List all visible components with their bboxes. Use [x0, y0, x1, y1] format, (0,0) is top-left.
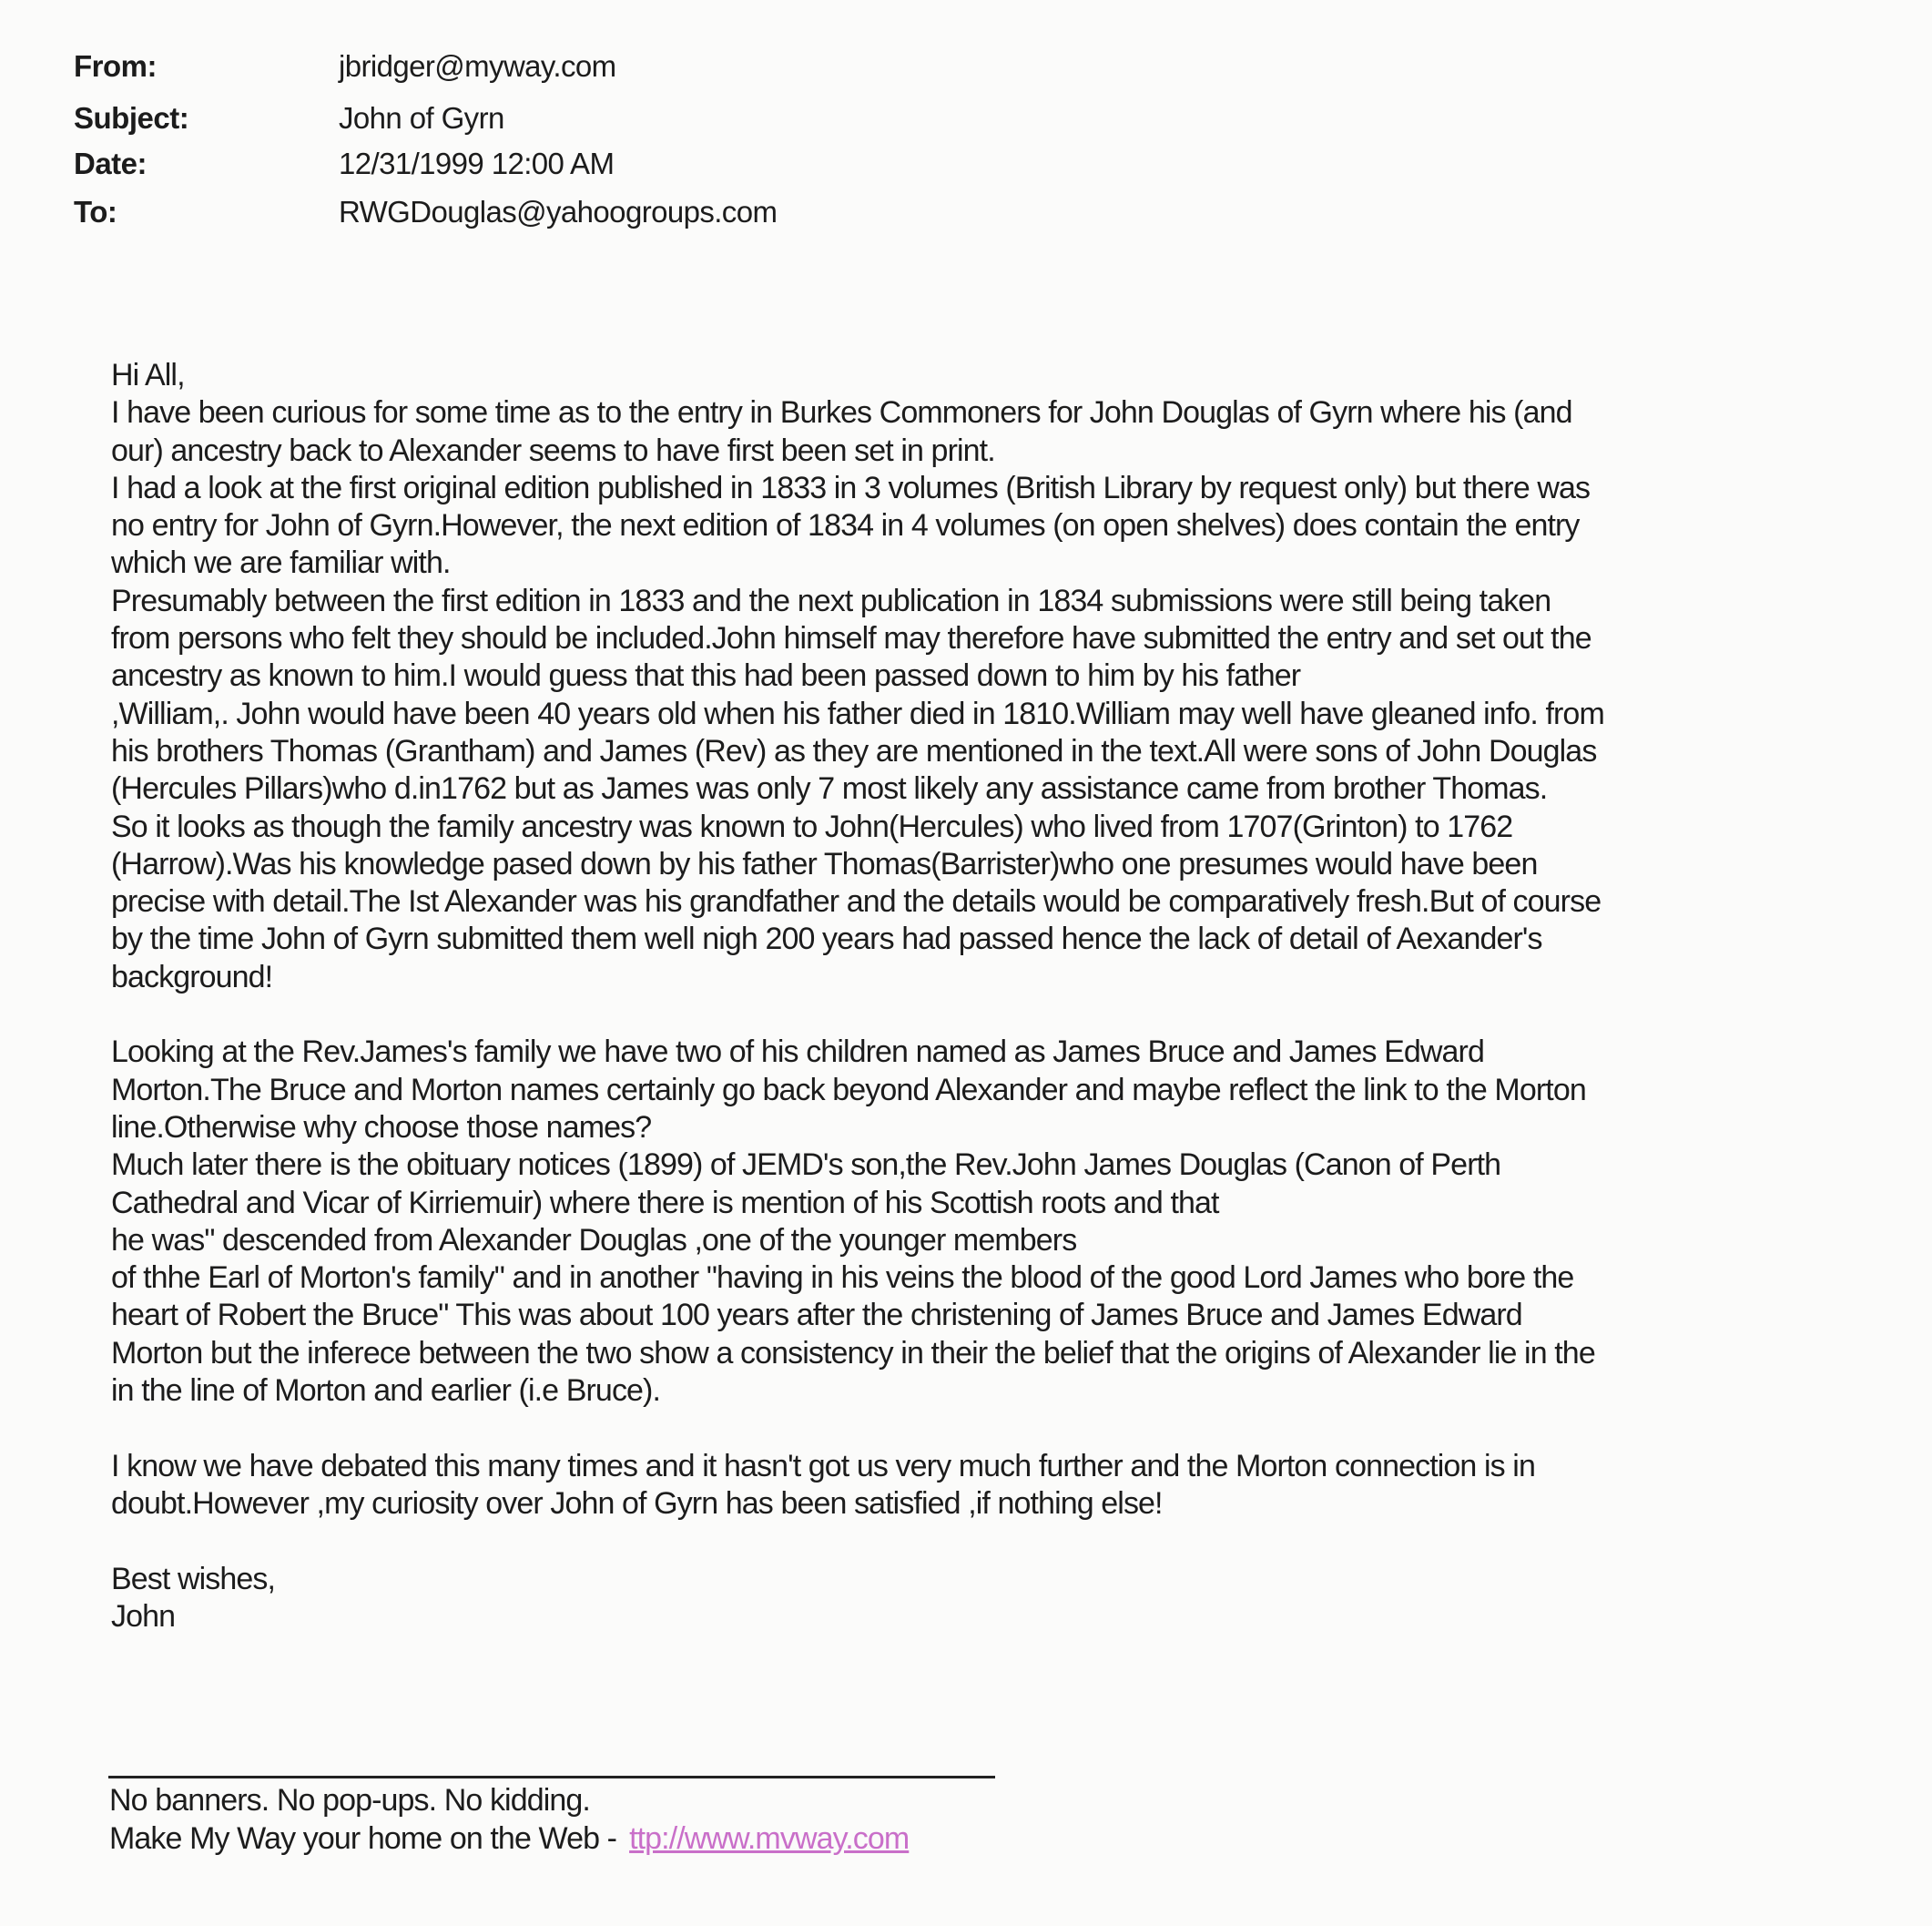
body-line: by the time John of Gyrn submitted them well nigh 200 years had passed hence the lack of detail of Aexander's [111, 922, 1542, 957]
email-body [111, 357, 1896, 1636]
blank-line [111, 1410, 1896, 1447]
from-label: From: [74, 49, 157, 83]
body-line: I had a look at the first original edition published in 1833 in 3 volumes (British Library by request only) but there was [111, 470, 1591, 505]
body-line: in the line of Morton and earlier (i.e Bruce). [111, 1373, 661, 1409]
date-value: 12/31/1999 12:00 AM [339, 147, 615, 180]
body-line: heart of Robert the Bruce" This was about 100 years after the christening of James Bruce and James Edward [111, 1298, 1522, 1333]
to-value: RWGDouglas@yahoogroups.com [339, 195, 778, 229]
body-line: of thhe Earl of Morton's family" and in another "having in his veins the blood of the good Lord James who bore the [111, 1260, 1574, 1296]
body-line: background! [111, 959, 273, 994]
signature-divider [108, 1776, 995, 1778]
header-date-row [0, 139, 1093, 188]
footer-link[interactable]: ttp://www.mvway.com [629, 1821, 910, 1856]
body-line: doubt.However ,my curiosity over John of Gyrn has been satisfied ,if nothing else! [111, 1485, 1163, 1521]
body-line: John [111, 1598, 176, 1634]
body-line: no entry for John of Gyrn.However, the next edition of 1834 in 4 volumes (on open shelves) does contain the entry [111, 508, 1580, 544]
body-line: which we are familiar with. [111, 545, 451, 581]
header-to-row [0, 188, 1093, 236]
body-line: Best wishes, [111, 1561, 276, 1596]
body-line: precise with detail.The Ist Alexander was his grandfather and the details would be comparatively fresh.But of course [111, 884, 1602, 920]
body-line: Morton but the inferece between the two show a consistency in their the belief that the origins of Alexander lie in the [111, 1335, 1595, 1371]
footer-tagline: No banners. No pop-ups. No kidding. [109, 1783, 590, 1818]
body-line: our) ancestry back to Alexander seems to have first been set in print. [111, 433, 995, 468]
blank-line [111, 1523, 1896, 1560]
body-line: (Harrow).Was his knowledge pased down by his father Thomas(Barrister)who one presumes would have been [111, 846, 1538, 881]
body-line: line.Otherwise why choose those names? [111, 1109, 652, 1145]
body-line: So it looks as though the family ancestry was known to John(Hercules) who lived from 1707(Grinton) to 1762 [111, 809, 1513, 844]
date-label: Date: [74, 147, 147, 180]
body-line: I have been curious for some time as to the entry in Burkes Commoners for John Douglas of Gyrn where his (and [111, 395, 1572, 431]
body-line: (Hercules Pillars)who d.in1762 but as James was only 7 most likely any assistance came from brother Thomas. [111, 771, 1548, 807]
body-line: his brothers Thomas (Grantham) and James (Rev) as they are mentioned in the text.All were sons of John Douglas [111, 733, 1597, 769]
body-line: ,William,. John would have been 40 years old when his father died in 1810.William may well have gleaned info. from [111, 696, 1604, 731]
body-line: from persons who felt they should be included.John himself may therefore have submitted the entry and set out the [111, 621, 1591, 657]
body-line: Morton.The Bruce and Morton names certainly go back beyond Alexander and maybe reflect the link to the Morton [111, 1072, 1586, 1107]
header-from-row [0, 42, 1093, 90]
subject-label: Subject: [74, 101, 189, 135]
body-line: Cathedral and Vicar of Kirriemuir) where there is mention of his Scottish roots and that [111, 1185, 1219, 1220]
body-line: Hi All, [111, 358, 185, 392]
body-line: Looking at the Rev.James's family we have two of his children named as James Bruce and James Edward [111, 1034, 1484, 1070]
footer-promo-line [109, 1819, 909, 1858]
blank-line [111, 996, 1896, 1034]
body-line: I know we have debated this many times and it hasn't got us very much further and the Morton connection is in [111, 1448, 1535, 1483]
footer-promo: Make My Way your home on the Web - [109, 1821, 617, 1856]
from-value: jbridger@myway.com [339, 49, 616, 83]
body-line: he was" descended from Alexander Douglas ,one of the younger members [111, 1222, 1077, 1258]
header-subject-row [0, 94, 1093, 142]
body-line: Much later there is the obituary notices (1899) of JEMD's son,the Rev.John James Douglas (Canon of Perth [111, 1147, 1501, 1183]
body-line: Presumably between the first edition in 1833 and the next publication in 1834 submissions were still being taken [111, 583, 1551, 618]
body-line: ancestry as known to him.I would guess that this had been passed down to him by his father [111, 658, 1301, 694]
to-label: To: [74, 195, 117, 229]
subject-value: John of Gyrn [339, 101, 504, 135]
email-footer [109, 1781, 909, 1858]
